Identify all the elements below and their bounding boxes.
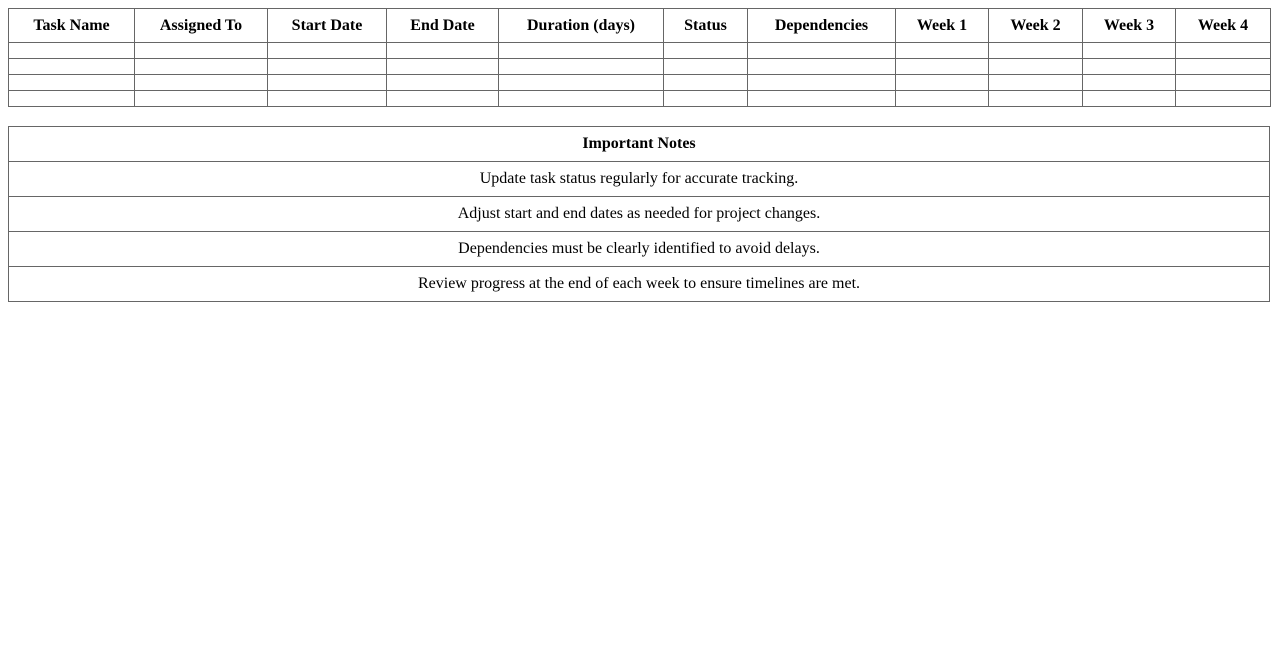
table-cell[interactable]: [896, 43, 989, 59]
table-cell[interactable]: [664, 43, 748, 59]
table-cell[interactable]: [896, 75, 989, 91]
column-header-week-3: Week 3: [1083, 9, 1176, 43]
table-cell[interactable]: [499, 43, 664, 59]
note-item: Review progress at the end of each week to ensure timelines are met.: [9, 267, 1270, 302]
table-cell[interactable]: [1083, 75, 1176, 91]
table-cell[interactable]: [664, 75, 748, 91]
table-cell[interactable]: [268, 43, 387, 59]
table-row: [9, 91, 1271, 107]
column-header-week-1: Week 1: [896, 9, 989, 43]
table-cell[interactable]: [896, 59, 989, 75]
important-notes-table: [8, 126, 1270, 302]
table-cell[interactable]: [387, 43, 499, 59]
column-header-task-name: Task Name: [9, 9, 135, 43]
table-cell[interactable]: [499, 75, 664, 91]
table-row: [9, 59, 1271, 75]
table-row: [9, 75, 1271, 91]
notes-title: Important Notes: [9, 127, 1270, 162]
notes-header-row: [9, 127, 1270, 162]
table-cell[interactable]: [135, 91, 268, 107]
table-cell[interactable]: [1083, 59, 1176, 75]
table-cell[interactable]: [9, 43, 135, 59]
table-cell[interactable]: [9, 75, 135, 91]
note-row: [9, 197, 1270, 232]
column-header-duration: Duration (days): [499, 9, 664, 43]
column-header-dependencies: Dependencies: [748, 9, 896, 43]
column-header-status: Status: [664, 9, 748, 43]
column-header-end-date: End Date: [387, 9, 499, 43]
task-table: [8, 8, 1271, 107]
note-row: [9, 267, 1270, 302]
table-cell[interactable]: [387, 59, 499, 75]
table-cell[interactable]: [135, 75, 268, 91]
table-cell[interactable]: [1176, 43, 1271, 59]
table-cell[interactable]: [499, 59, 664, 75]
note-item: Adjust start and end dates as needed for project changes.: [9, 197, 1270, 232]
page-content: [8, 8, 1270, 302]
table-cell[interactable]: [499, 91, 664, 107]
table-cell[interactable]: [989, 43, 1083, 59]
table-cell[interactable]: [748, 43, 896, 59]
table-cell[interactable]: [9, 59, 135, 75]
column-header-start-date: Start Date: [268, 9, 387, 43]
table-cell[interactable]: [896, 91, 989, 107]
task-table-body: [9, 43, 1271, 107]
table-cell[interactable]: [1176, 91, 1271, 107]
table-cell[interactable]: [664, 91, 748, 107]
table-cell[interactable]: [268, 75, 387, 91]
table-cell[interactable]: [1083, 43, 1176, 59]
column-header-week-2: Week 2: [989, 9, 1083, 43]
column-header-week-4: Week 4: [1176, 9, 1271, 43]
note-row: [9, 162, 1270, 197]
table-cell[interactable]: [989, 75, 1083, 91]
table-cell[interactable]: [989, 59, 1083, 75]
table-cell[interactable]: [748, 75, 896, 91]
table-cell[interactable]: [135, 59, 268, 75]
note-item: Dependencies must be clearly identified to avoid delays.: [9, 232, 1270, 267]
table-cell[interactable]: [748, 91, 896, 107]
table-cell[interactable]: [664, 59, 748, 75]
table-cell[interactable]: [1176, 59, 1271, 75]
table-cell[interactable]: [1083, 91, 1176, 107]
table-row: [9, 43, 1271, 59]
table-cell[interactable]: [387, 91, 499, 107]
table-cell[interactable]: [1176, 75, 1271, 91]
table-cell[interactable]: [9, 91, 135, 107]
table-cell[interactable]: [268, 59, 387, 75]
column-header-assigned-to: Assigned To: [135, 9, 268, 43]
table-cell[interactable]: [387, 75, 499, 91]
task-table-header-row: [9, 9, 1271, 43]
note-row: [9, 232, 1270, 267]
table-cell[interactable]: [268, 91, 387, 107]
table-cell[interactable]: [135, 43, 268, 59]
table-cell[interactable]: [748, 59, 896, 75]
table-cell[interactable]: [989, 91, 1083, 107]
note-item: Update task status regularly for accurate tracking.: [9, 162, 1270, 197]
